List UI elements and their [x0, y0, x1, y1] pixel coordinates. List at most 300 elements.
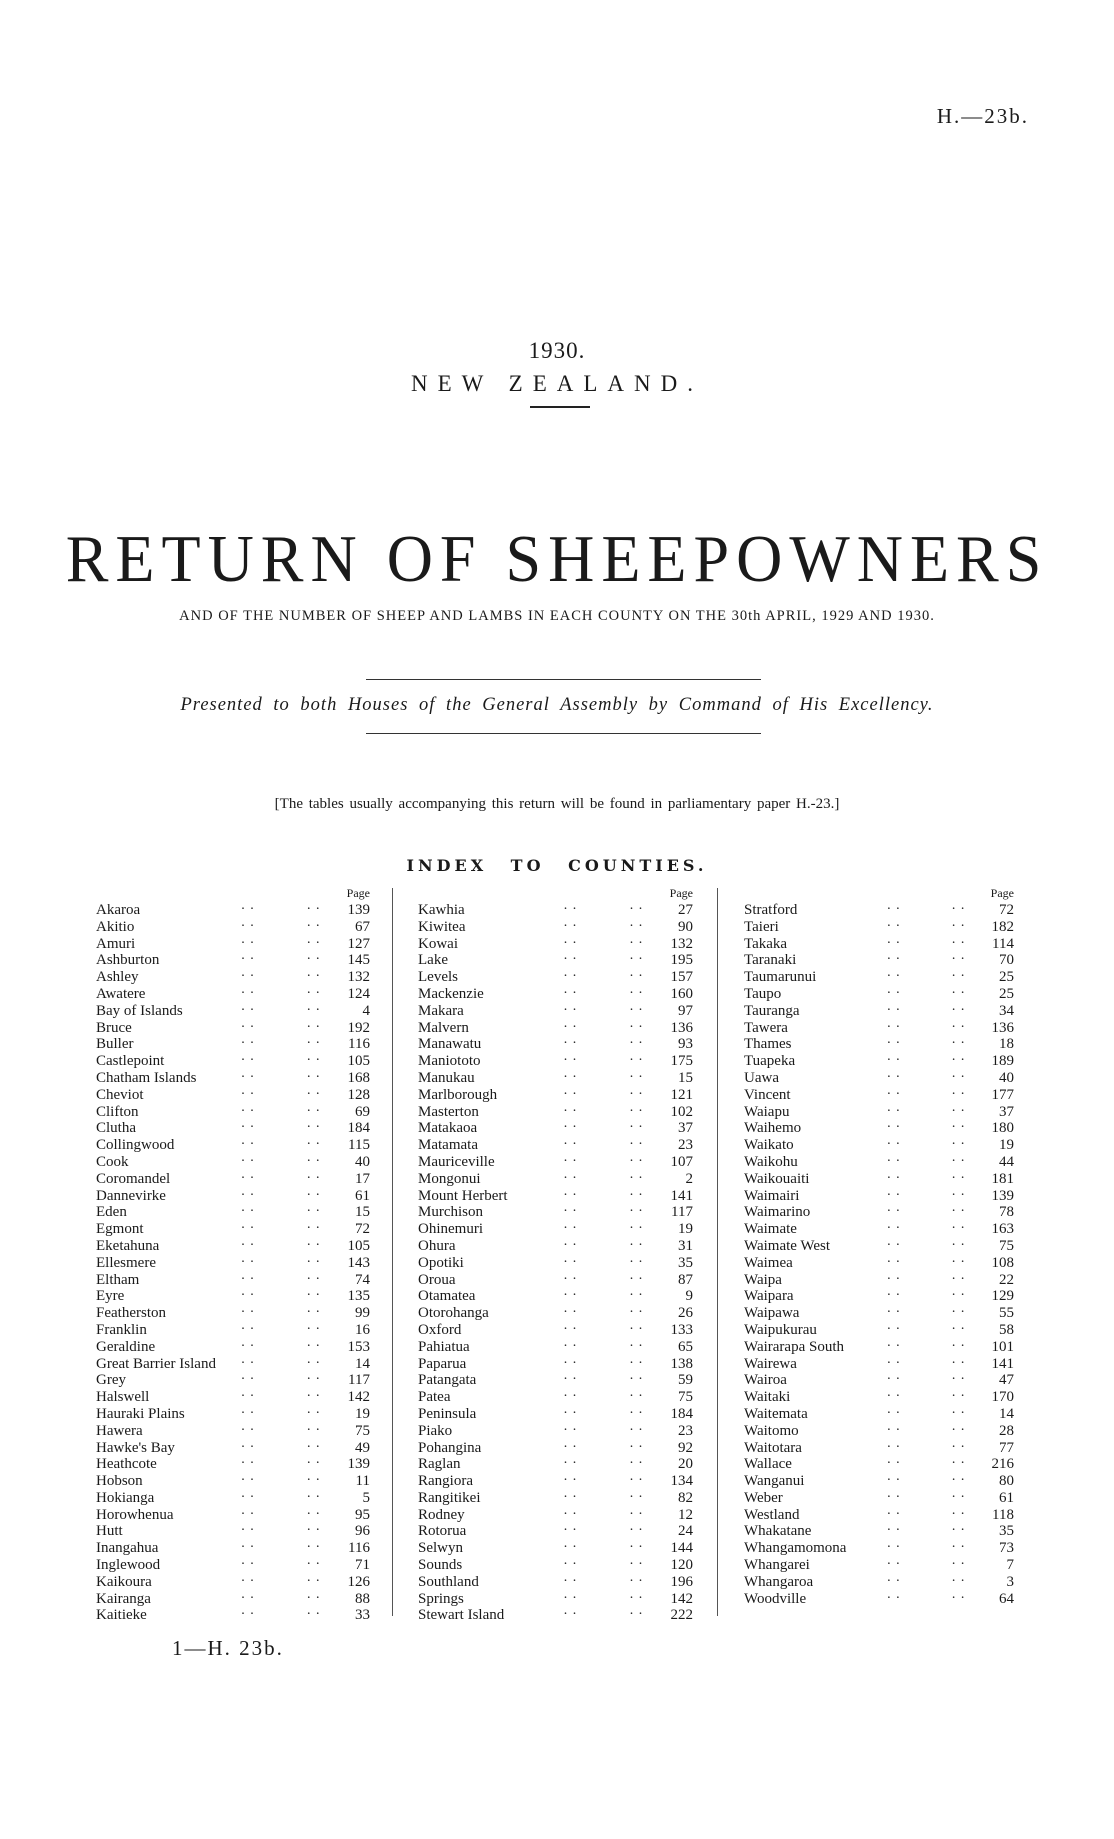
county-name: Mackenzie — [418, 985, 484, 1002]
leader-dots: . . — [629, 1284, 644, 1300]
leader-dots: . . — [563, 1502, 578, 1518]
leader-dots: . . — [563, 1149, 578, 1165]
leader-dots: . . — [951, 1133, 966, 1149]
leader-dots: . . — [241, 1149, 255, 1165]
leader-dots: . . — [241, 1469, 255, 1485]
county-name: Waitemata — [744, 1405, 808, 1422]
page-number: 121 — [670, 1086, 693, 1103]
county-name: Manawatu — [418, 1036, 482, 1053]
county-name: Tauranga — [744, 1002, 800, 1019]
index-row — [744, 1401, 1014, 1423]
county-name: Ohinemuri — [418, 1221, 483, 1238]
county-name: Hawke's Bay — [96, 1439, 175, 1456]
leader-dots: . . — [951, 1351, 966, 1367]
index-row — [744, 931, 1014, 953]
county-name: Waimarino — [744, 1204, 811, 1221]
page-number: 4 — [362, 1002, 370, 1019]
leader-dots: . . — [951, 998, 966, 1014]
index-row — [744, 1032, 1014, 1053]
leader-dots: . . — [306, 1301, 321, 1317]
index-row — [418, 1049, 693, 1070]
leader-dots: . . — [306, 1469, 321, 1485]
page-number: 142 — [670, 1590, 693, 1607]
leader-dots: . . — [951, 1116, 966, 1132]
leader-dots: . . — [887, 998, 901, 1014]
leader-dots: . . — [563, 1301, 578, 1317]
county-name: Stratford — [744, 902, 798, 918]
leader-dots: . . — [951, 1267, 966, 1283]
leader-dots: . . — [951, 965, 966, 981]
index-row — [96, 898, 370, 919]
index-row — [418, 1401, 693, 1423]
page-number: 61 — [999, 1489, 1014, 1506]
leader-dots: . . — [306, 1166, 321, 1182]
index-row — [418, 1334, 693, 1356]
county-name: Featherston — [96, 1305, 166, 1322]
leader-dots: . . — [306, 1032, 321, 1048]
index-row — [96, 1217, 370, 1238]
county-name: Malvern — [418, 1019, 469, 1036]
divider-top — [366, 679, 761, 680]
page-number: 65 — [678, 1338, 693, 1355]
page-number: 25 — [999, 969, 1014, 986]
index-row — [96, 1284, 370, 1305]
index-row — [418, 1149, 693, 1171]
leader-dots: . . — [306, 1133, 321, 1149]
index-row — [96, 1569, 370, 1591]
leader-dots: . . — [563, 1250, 578, 1266]
index-row — [418, 1183, 693, 1205]
leader-dots: . . — [306, 1485, 321, 1501]
county-name: Westland — [744, 1506, 800, 1523]
leader-dots: . . — [629, 1334, 644, 1350]
index-row — [418, 1133, 693, 1154]
index-row — [96, 1233, 370, 1255]
leader-dots: . . — [563, 1401, 578, 1417]
leader-dots: . . — [629, 1553, 644, 1569]
index-row — [744, 1435, 1014, 1457]
leader-dots: . . — [951, 1569, 966, 1585]
county-name: Levels — [418, 969, 458, 986]
index-row — [96, 1586, 370, 1608]
index-row — [744, 914, 1014, 936]
county-name: Thames — [744, 1036, 792, 1053]
leader-dots: . . — [563, 1166, 578, 1182]
page-number: 168 — [347, 1069, 370, 1086]
leader-dots: . . — [241, 1217, 255, 1233]
leader-dots: . . — [887, 1368, 901, 1384]
county-name: Taranaki — [744, 952, 797, 969]
index-row — [744, 1233, 1014, 1255]
index-row — [418, 914, 693, 936]
index-row — [744, 1536, 1014, 1557]
page-number: 138 — [670, 1355, 693, 1372]
index-row — [418, 1469, 693, 1490]
index-row — [744, 1301, 1014, 1322]
index-heading: INDEX TO COUNTIES. — [406, 856, 708, 875]
leader-dots: . . — [306, 1536, 321, 1552]
index-row — [96, 931, 370, 953]
leader-dots: . . — [629, 914, 644, 930]
leader-dots: . . — [951, 1469, 966, 1485]
leader-dots: . . — [241, 1385, 255, 1401]
leader-dots: . . — [306, 1435, 321, 1451]
leader-dots: . . — [887, 1032, 901, 1048]
leader-dots: . . — [951, 1418, 966, 1434]
leader-dots: . . — [951, 1149, 966, 1165]
leader-dots: . . — [887, 1452, 901, 1468]
county-name: Paparua — [418, 1355, 467, 1372]
page-number: 15 — [355, 1204, 370, 1221]
page-number: 9 — [685, 1288, 693, 1305]
county-name: Whangaroa — [744, 1573, 814, 1590]
county-name: Inangahua — [96, 1540, 159, 1557]
county-name: Takaka — [744, 935, 788, 952]
leader-dots: . . — [629, 981, 644, 997]
leader-dots: . . — [241, 1485, 255, 1501]
page-number: 92 — [678, 1439, 693, 1456]
index-row — [96, 1469, 370, 1490]
page-number: 132 — [670, 935, 693, 952]
county-name: Wairarapa South — [744, 1338, 845, 1355]
page-number: 134 — [670, 1473, 693, 1490]
page-number: 75 — [355, 1422, 370, 1439]
page-number: 95 — [355, 1506, 370, 1523]
page-number: 88 — [355, 1590, 370, 1607]
page-number: 14 — [355, 1355, 370, 1372]
leader-dots: . . — [563, 998, 578, 1014]
leader-dots: . . — [563, 1553, 578, 1569]
index-row — [744, 1368, 1014, 1389]
index-row — [418, 1519, 693, 1540]
page-number: 40 — [355, 1153, 370, 1170]
presented-line: Presented to both Houses of the General Assembly by Command of His Excellency. — [180, 695, 934, 715]
leader-dots: . . — [563, 1082, 578, 1098]
county-name: Grey — [96, 1372, 126, 1389]
page-number: 170 — [991, 1389, 1014, 1406]
index-list — [744, 898, 1014, 1607]
page-number: 117 — [671, 1204, 693, 1221]
leader-dots: . . — [629, 1435, 644, 1451]
leader-dots: . . — [306, 1418, 321, 1434]
page-number: 19 — [355, 1405, 370, 1422]
leader-dots: . . — [563, 1519, 578, 1535]
county-name: Eyre — [96, 1288, 125, 1305]
index-row — [418, 1586, 693, 1608]
index-row — [96, 1065, 370, 1087]
page-number: 72 — [355, 1221, 370, 1238]
leader-dots: . . — [563, 1284, 578, 1300]
leader-dots: . . — [887, 1317, 901, 1333]
leader-dots: . . — [887, 1502, 901, 1518]
index-row — [96, 1133, 370, 1154]
index-row — [96, 1116, 370, 1137]
county-name: Chatham Islands — [96, 1069, 197, 1086]
index-row — [418, 1217, 693, 1238]
county-name: Vincent — [744, 1086, 791, 1103]
county-name: Cheviot — [96, 1086, 144, 1103]
county-name: Halswell — [96, 1389, 150, 1406]
index-row — [96, 1032, 370, 1053]
page-number: 49 — [355, 1439, 370, 1456]
divider-bottom — [366, 733, 761, 734]
leader-dots: . . — [629, 1166, 644, 1182]
leader-dots: . . — [563, 914, 578, 930]
page-number: 136 — [670, 1019, 693, 1036]
index-row — [96, 1099, 370, 1121]
index-row — [418, 1082, 693, 1104]
leader-dots: . . — [563, 1435, 578, 1451]
page-number: 3 — [1006, 1573, 1014, 1590]
leader-dots: . . — [241, 948, 255, 964]
index-row — [96, 1301, 370, 1322]
page-number: 90 — [678, 918, 693, 935]
index-row — [418, 965, 693, 986]
page-number: 129 — [991, 1288, 1014, 1305]
leader-dots: . . — [887, 1015, 901, 1031]
page-number: 93 — [678, 1036, 693, 1053]
page-number: 135 — [347, 1288, 370, 1305]
leader-dots: . . — [951, 1082, 966, 1098]
leader-dots: . . — [241, 965, 255, 981]
index-list — [418, 898, 693, 1624]
county-name: Waihemo — [744, 1120, 802, 1137]
page-number: 102 — [670, 1103, 693, 1120]
leader-dots: . . — [887, 1099, 901, 1115]
county-name: Rodney — [418, 1506, 465, 1523]
county-name: Otorohanga — [418, 1305, 489, 1322]
index-row — [744, 1065, 1014, 1087]
leader-dots: . . — [306, 1569, 321, 1585]
page-number: 78 — [999, 1204, 1014, 1221]
county-name: Heathcote — [96, 1456, 157, 1473]
index-row — [418, 1099, 693, 1121]
leader-dots: . . — [563, 1569, 578, 1585]
page-number: 37 — [999, 1103, 1014, 1120]
page-number: 163 — [991, 1221, 1014, 1238]
county-name: Waimairi — [744, 1187, 800, 1204]
index-row — [418, 1603, 693, 1624]
leader-dots: . . — [629, 1015, 644, 1031]
leader-dots: . . — [306, 931, 321, 947]
index-row — [744, 1569, 1014, 1591]
leader-dots: . . — [629, 1250, 644, 1266]
leader-dots: . . — [629, 1032, 644, 1048]
index-row — [418, 1435, 693, 1457]
leader-dots: . . — [306, 1368, 321, 1384]
leader-dots: . . — [563, 948, 578, 964]
page-number: 196 — [670, 1573, 693, 1590]
leader-dots: . . — [306, 1317, 321, 1333]
index-row — [418, 1317, 693, 1339]
leader-dots: . . — [241, 1099, 255, 1115]
leader-dots: . . — [887, 1569, 901, 1585]
leader-dots: . . — [951, 1233, 966, 1249]
leader-dots: . . — [887, 1250, 901, 1266]
page-number: 64 — [999, 1590, 1014, 1607]
leader-dots: . . — [887, 1267, 901, 1283]
page-number: 133 — [670, 1321, 693, 1338]
leader-dots: . . — [306, 1334, 321, 1350]
leader-dots: . . — [241, 1049, 255, 1065]
leader-dots: . . — [887, 981, 901, 997]
page-number: 99 — [355, 1305, 370, 1322]
page-number: 124 — [347, 985, 370, 1002]
index-row — [744, 1553, 1014, 1574]
index-row — [96, 965, 370, 986]
page-number: 175 — [670, 1053, 693, 1070]
index-row — [96, 1401, 370, 1423]
page-column-label: Page — [990, 886, 1014, 900]
county-name: Geraldine — [96, 1338, 156, 1355]
leader-dots: . . — [951, 898, 966, 913]
page-column-label: Page — [346, 886, 370, 900]
county-name: Pohangina — [418, 1439, 482, 1456]
county-name: Clutha — [96, 1120, 136, 1137]
county-name: Ellesmere — [96, 1254, 156, 1271]
leader-dots: . . — [563, 1233, 578, 1249]
page-number: 97 — [678, 1002, 693, 1019]
index-row — [418, 981, 693, 1003]
county-name: Coromandel — [96, 1170, 171, 1187]
county-name: Taumarunui — [744, 969, 817, 986]
leader-dots: . . — [241, 931, 255, 947]
county-name: Matakaoa — [418, 1120, 478, 1137]
leader-dots: . . — [563, 1334, 578, 1350]
leader-dots: . . — [563, 1485, 578, 1501]
county-name: Waipa — [744, 1271, 782, 1288]
leader-dots: . . — [951, 1435, 966, 1451]
leader-dots: . . — [563, 1452, 578, 1468]
index-row — [744, 948, 1014, 969]
county-name: Kaitieke — [96, 1607, 147, 1624]
leader-dots: . . — [629, 931, 644, 947]
country-heading: NEW ZEALAND. — [410, 371, 704, 396]
leader-dots: . . — [951, 1452, 966, 1468]
page-number: 139 — [347, 1456, 370, 1473]
leader-dots: . . — [306, 914, 321, 930]
index-row — [96, 1452, 370, 1473]
county-name: Eltham — [96, 1271, 140, 1288]
leader-dots: . . — [629, 948, 644, 964]
page-number: 114 — [992, 935, 1014, 952]
leader-dots: . . — [306, 1200, 321, 1216]
county-name: Manukau — [418, 1069, 475, 1086]
leader-dots: . . — [241, 1082, 255, 1098]
index-row — [418, 998, 693, 1020]
leader-dots: . . — [951, 948, 966, 964]
leader-dots: . . — [563, 1049, 578, 1065]
index-row — [744, 1149, 1014, 1171]
leader-dots: . . — [629, 1099, 644, 1115]
page-number: 195 — [670, 952, 693, 969]
index-row — [744, 1015, 1014, 1037]
index-row — [744, 1469, 1014, 1490]
page-number: 160 — [670, 985, 693, 1002]
index-row — [744, 1284, 1014, 1305]
page-number: 17 — [355, 1170, 370, 1187]
index-row — [418, 1553, 693, 1574]
county-name: Taieri — [744, 918, 779, 935]
county-name: Mongonui — [418, 1170, 481, 1187]
leader-dots: . . — [306, 1401, 321, 1417]
leader-dots: . . — [563, 1015, 578, 1031]
page-number: 177 — [991, 1086, 1014, 1103]
index-row — [744, 1217, 1014, 1238]
leader-dots: . . — [563, 1200, 578, 1216]
leader-dots: . . — [951, 1586, 966, 1602]
leader-dots: . . — [306, 1049, 321, 1065]
index-row — [96, 1502, 370, 1524]
leader-dots: . . — [887, 1469, 901, 1485]
leader-dots: . . — [241, 1435, 255, 1451]
page-number: 180 — [991, 1120, 1014, 1137]
leader-dots: . . — [951, 1200, 966, 1216]
county-name: Tawera — [744, 1019, 788, 1036]
county-name: Weber — [744, 1489, 783, 1506]
leader-dots: . . — [887, 1553, 901, 1569]
page-number: 139 — [347, 902, 370, 918]
page-number: 35 — [678, 1254, 693, 1271]
leader-dots: . . — [951, 1317, 966, 1333]
leader-dots: . . — [563, 1536, 578, 1552]
index-row — [744, 1519, 1014, 1540]
page-number: 108 — [991, 1254, 1014, 1271]
county-name: Rotorua — [418, 1523, 467, 1540]
leader-dots: . . — [887, 1133, 901, 1149]
leader-dots: . . — [951, 1166, 966, 1182]
page-number: 23 — [678, 1137, 693, 1154]
page-number: 75 — [999, 1237, 1014, 1254]
leader-dots: . . — [629, 898, 644, 913]
page-number: 145 — [347, 952, 370, 969]
county-name: Kowai — [418, 935, 458, 952]
page-column-label: Page — [669, 886, 693, 900]
leader-dots: . . — [887, 1166, 901, 1182]
leader-dots: . . — [306, 965, 321, 981]
leader-dots: . . — [951, 1250, 966, 1266]
index-row — [418, 1536, 693, 1557]
leader-dots: . . — [306, 1233, 321, 1249]
leader-dots: . . — [629, 1149, 644, 1165]
leader-dots: . . — [563, 931, 578, 947]
county-name: Oxford — [418, 1321, 462, 1338]
leader-dots: . . — [887, 1351, 901, 1367]
county-name: Waipara — [744, 1288, 794, 1305]
page-number: 75 — [678, 1389, 693, 1406]
index-row — [96, 1603, 370, 1624]
page-number: 87 — [678, 1271, 693, 1288]
county-name: Kawhia — [418, 902, 465, 918]
leader-dots: . . — [629, 1485, 644, 1501]
county-name: Maniototo — [418, 1053, 481, 1070]
page-number: 59 — [678, 1372, 693, 1389]
page-number: 37 — [678, 1120, 693, 1137]
leader-dots: . . — [241, 1418, 255, 1434]
page-number: 128 — [347, 1086, 370, 1103]
index-row — [744, 1183, 1014, 1205]
index-row — [96, 1485, 370, 1507]
county-name: Clifton — [96, 1103, 139, 1120]
index-row — [418, 1284, 693, 1305]
county-name: Otamatea — [418, 1288, 476, 1305]
leader-dots: . . — [629, 1317, 644, 1333]
leader-dots: . . — [887, 1149, 901, 1165]
county-name: Lake — [418, 952, 448, 969]
county-name: Buller — [96, 1036, 134, 1053]
index-row — [96, 1149, 370, 1171]
page-number: 132 — [347, 969, 370, 986]
